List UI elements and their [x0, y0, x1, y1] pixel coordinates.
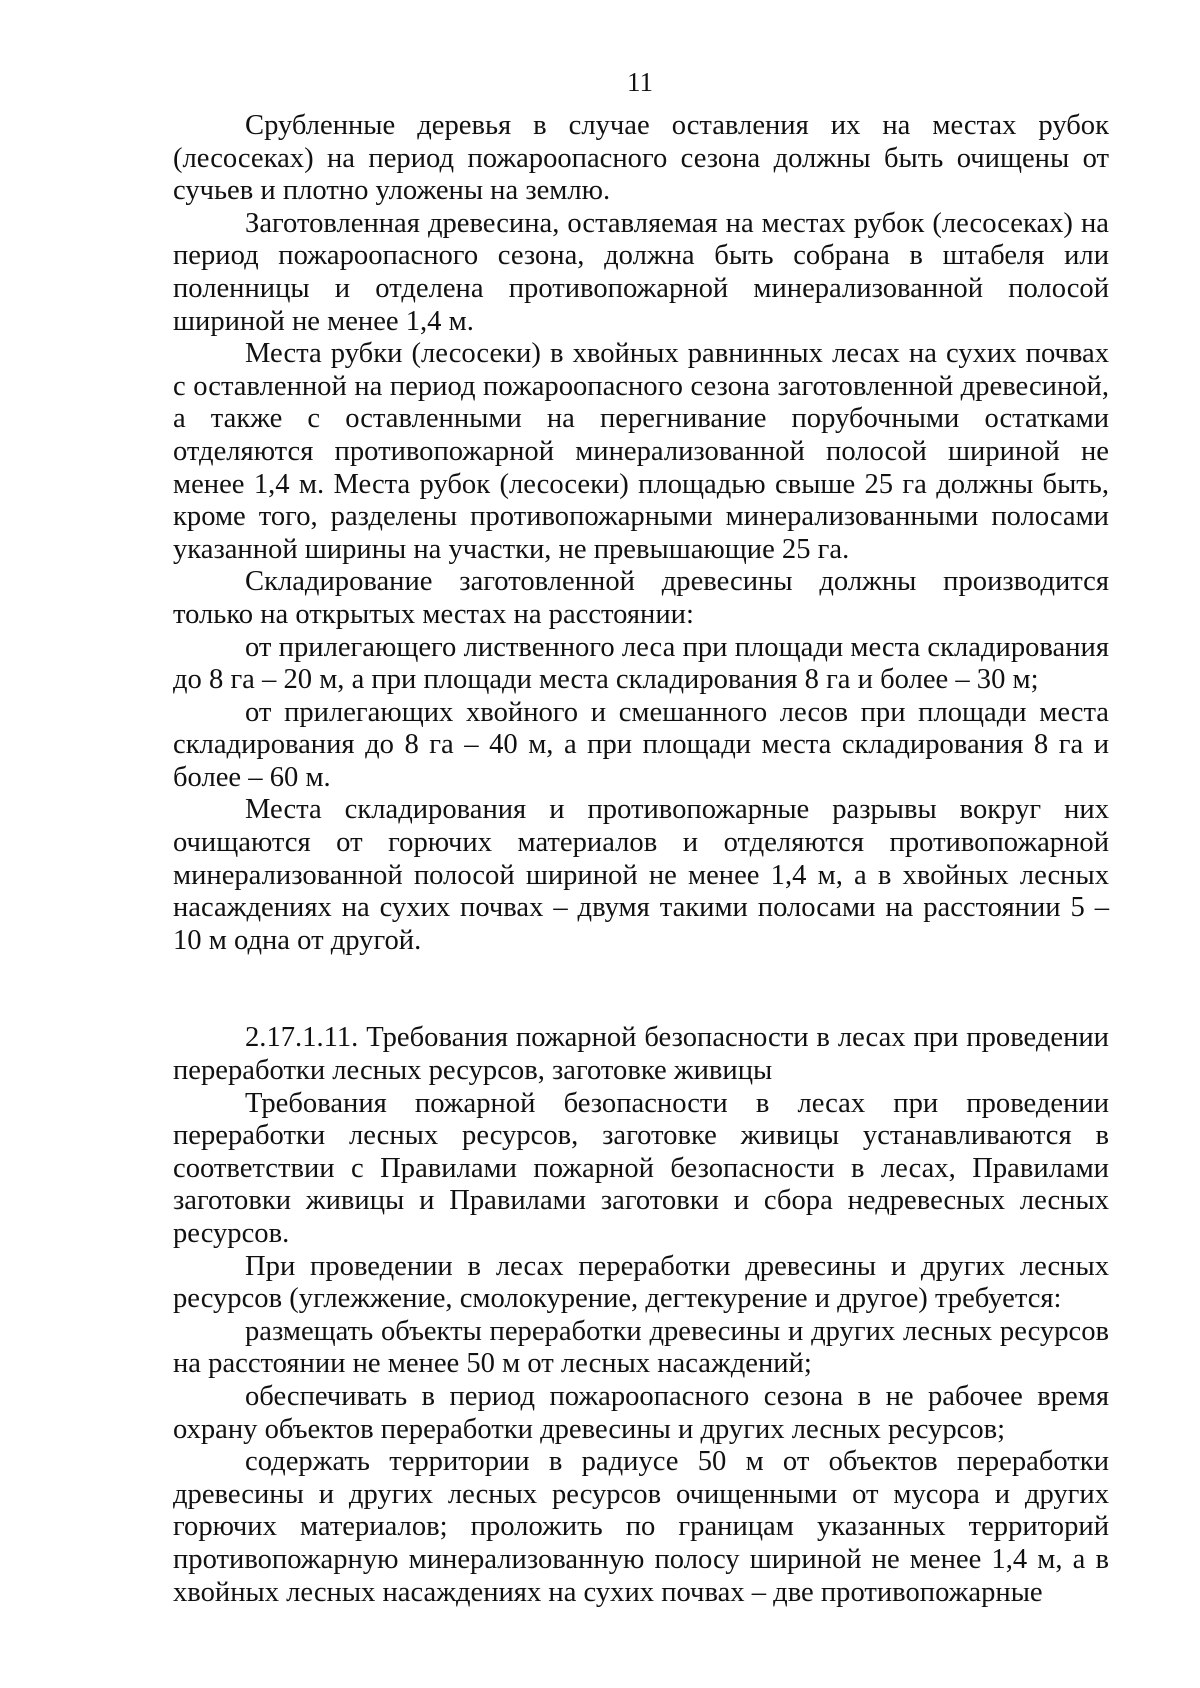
paragraph: Места складирования и противопожарные разрывы вокруг них очищаются от горючих материалов и отделяются противопожарной минерализованной полосой шириной не менее 1,4 м, а в хвойных лесных насаждениях на сухих почвах – двумя такими полосами на расстоянии 5 – 10 м одна от другой. — [173, 794, 1109, 956]
paragraph: обеспечивать в период пожароопасного сезона в не рабочее время охрану объектов переработки древесины и других лесных ресурсов; — [173, 1380, 1109, 1445]
paragraph: содержать территории в радиусе 50 м от объектов переработки древесины и других лесных ресурсов очищенными от мусора и других горючих материалов; проложить по границам указанных территорий противопожарную минерализованную полосу шириной не менее 1,4 м, а в хвойных лесных насаждениях на сухих почвах – две противопожарные — [173, 1446, 1109, 1608]
paragraph: При проведении в лесах переработки древесины и других лесных ресурсов (углежжение, смолокурение, дегтекурение и другое) требуется: — [173, 1250, 1109, 1315]
paragraph: размещать объекты переработки древесины и других лесных ресурсов на расстоянии не менее 50 м от лесных насаждений; — [173, 1315, 1109, 1380]
paragraph: Места рубки (лесосеки) в хвойных равнинных лесах на сухих почвах с оставленной на период пожароопасного сезона заготовленной древесиной, а также с оставленными на перегнивание порубочными остатками отделяются противопожарной минерализованной полосой шириной не менее 1,4 м. Места рубок (лесосеки) площадью свыше 25 га должны быть, кроме того, разделены противопожарными минерализованными полосами указанной ширины на участки, не превышающие 25 га. — [173, 338, 1109, 565]
section-heading: 2.17.1.11. Требования пожарной безопасности в лесах при проведении переработки лесных ресурсов, заготовке живицы — [173, 1022, 1109, 1087]
paragraph: Требования пожарной безопасности в лесах при проведении переработки лесных ресурсов, заготовке живицы устанавливаются в соответствии с Правилами пожарной безопасности в лесах, Правилами заготовки живицы и Правилами заготовки и сбора недревесных лесных ресурсов. — [173, 1087, 1109, 1249]
paragraph: от прилегающего лиственного леса при площади места складирования до 8 га – 20 м, а при площади места складирования 8 га и более – 30 м; — [173, 631, 1109, 696]
paragraph: Срубленные деревья в случае оставления их на местах рубок (лесосеках) на период пожароопасного сезона должны быть очищены от сучьев и плотно уложены на землю. — [173, 110, 1109, 207]
paragraph: Складирование заготовленной древесины должны производится только на открытых местах на расстоянии: — [173, 566, 1109, 630]
paragraph: от прилегающих хвойного и смешанного лесов при площади места складирования до 8 га – 40 м, а при площади места складирования 8 га и более – 60 м. — [173, 696, 1109, 793]
paragraph: Заготовленная древесина, оставляемая на местах рубок (лесосеках) на период пожароопасного сезона, должна быть собрана в штабеля или поленницы и отделена противопожарной минерализованной полосой шириной не менее 1,4 м. — [173, 207, 1109, 337]
document-body — [173, 110, 1109, 1609]
page-number: 11 — [627, 67, 653, 97]
